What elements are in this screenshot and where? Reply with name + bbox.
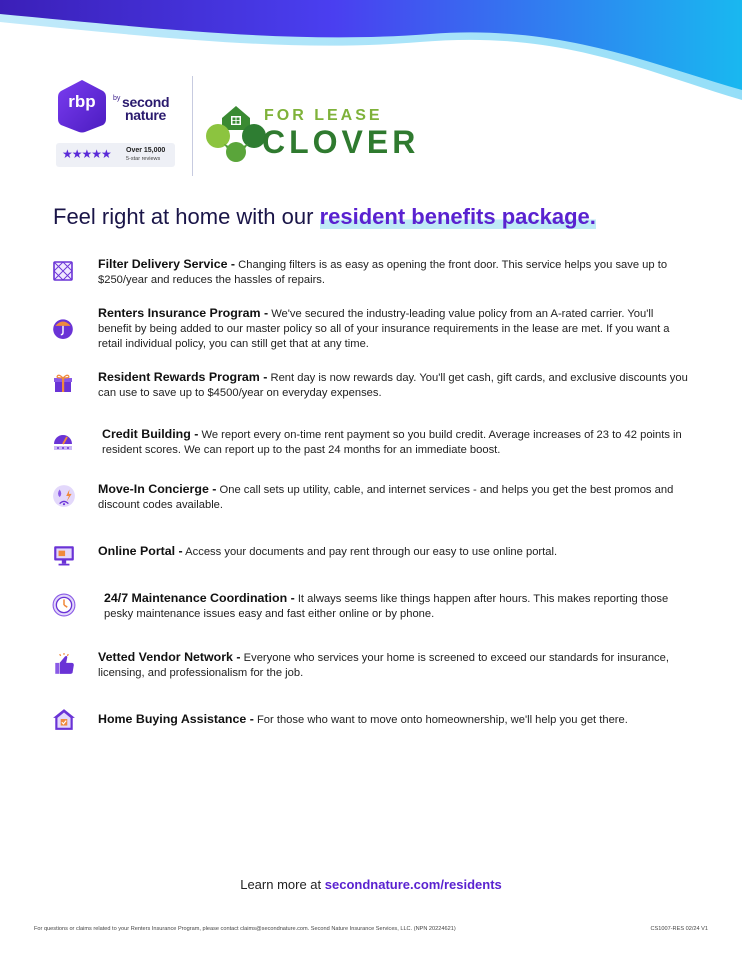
learn-more-lead: Learn more at [240,877,325,892]
benefit-text [98,370,688,401]
learn-more [0,877,742,892]
learn-more-link[interactable]: secondnature.com/residents [324,877,502,892]
by-label: by [113,95,121,102]
benefit-description: One call sets up utility, cable, and internet services - and helps you get the best promos and discount codes available. [98,484,674,511]
reviews-badge [56,143,175,167]
benefit-text [102,427,692,458]
clock-icon [52,593,76,617]
gift-icon [52,372,74,394]
benefit-description: Access your documents and pay rent through our easy to use online portal. [182,546,558,558]
house-icon [52,706,76,732]
clover-text: CLOVER [262,124,420,160]
monitor-icon [52,543,76,567]
benefit-title: Vetted Vendor Network - [98,650,241,664]
header-wave [0,0,742,123]
benefit-description: For those who want to move onto homeownership, we'll help you get there. [253,714,628,726]
for-lease-text: FOR LEASE [264,107,383,124]
benefit-description: Everyone who services your home is screened to exceed our standards for insurance, licensing, and professionalism for the job. [98,652,669,679]
benefit-text [98,544,688,560]
benefit-title: Online Portal - [98,544,183,558]
page-title [53,204,596,230]
logo-divider [192,76,193,176]
benefit-title: Resident Rewards Program - [98,370,268,384]
footer-disclaimer: For questions or claims related to your Renters Insurance Program, please contact claims@secondnature.com. Second Nature Insurance Services, LLC. (NPN 20224621) [34,926,456,932]
benefit-text [98,712,688,728]
umbrella-icon [51,315,75,339]
benefit-title: Renters Insurance Program - [98,306,269,320]
second-nature-line1: second [122,94,170,110]
headline-lead: Feel right at home with our [53,204,320,229]
second-nature-line2: nature [125,107,166,123]
filter-icon [52,260,74,282]
benefit-text [98,482,688,513]
benefit-description: It always seems like things happen after hours. This makes reporting those pesky maintenance issues easy and fast either online or by phone. [104,593,669,620]
benefit-description: We've secured the industry-leading value policy from an A-rated carrier. You'll benefit by being added to our master policy so all of your insurance requirements in the lease are met. If you want a retail individual policy, you can still get that at any time. [98,308,670,350]
benefit-text [98,306,688,352]
benefit-title: 24/7 Maintenance Coordination - [104,591,295,605]
rbp-logo-text: rbp [68,92,96,111]
utilities-icon [52,484,76,508]
second-nature-logo [122,96,169,122]
benefit-description: Changing filters is as easy as opening the front door. This service helps you save up to $250/year and reduces the hassles of repairs. [98,259,668,286]
benefit-text [98,257,688,288]
benefit-title: Filter Delivery Service - [98,257,236,271]
reviews-caption: 5-star reviews [126,156,161,162]
benefit-title: Move-In Concierge - [98,482,217,496]
clover-logo-icon [204,100,268,164]
benefit-description: Rent day is now rewards day. You'll get cash, gift cards, and exclusive discounts you can use to save up to $4500/year on everyday expenses. [98,372,688,399]
star-rating-icon: ★★★★★ [62,147,111,161]
thumbs-up-icon [52,651,76,677]
benefit-text [98,650,688,681]
headline-highlight: resident benefits package. [319,204,596,229]
benefit-text [104,591,694,622]
benefit-title: Credit Building - [102,427,199,441]
footer-document-code: CS1007-RES 02/24 V1 [650,926,708,932]
gauge-icon [52,429,74,451]
reviews-count: Over 15,000 [126,147,166,154]
benefit-title: Home Buying Assistance - [98,712,254,726]
benefit-description: We report every on-time rent payment so you build credit. Average increases of 23 to 42 points in resident scores. We can report up to the past 24 months for an immediate boost. [102,429,682,456]
